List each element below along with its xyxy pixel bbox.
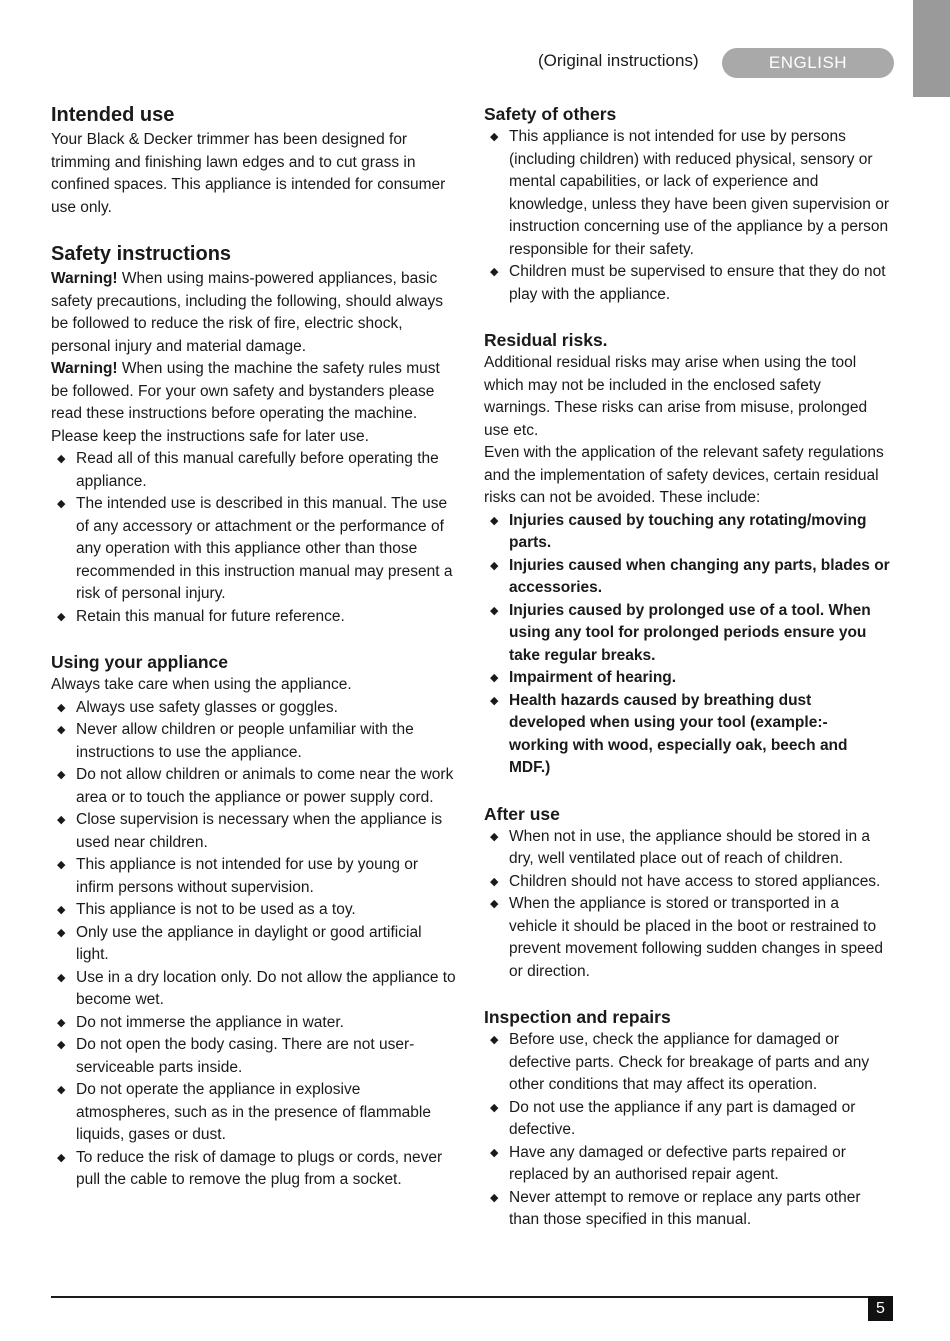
list-item xyxy=(484,510,890,555)
right-column xyxy=(484,102,890,1254)
list-item-text: The intended use is described in this manual. The use of any accessory or attachment or the performance of any operation with this appliance other than those recommended in this instruction manual may present a risk of personal injury. xyxy=(76,495,453,602)
list-item-text: When the appliance is stored or transported in a vehicle it should be placed in the boot or restrained to prevent movement following sudden changes in speed or direction. xyxy=(509,895,883,980)
list-item xyxy=(51,1147,457,1192)
list-item xyxy=(51,967,457,1012)
side-tab xyxy=(913,0,950,97)
list-item-text: Do not operate the appliance in explosive atmospheres, such as in the presence of flammable liquids, gases or dust. xyxy=(76,1081,431,1143)
section-title: Safety instructions xyxy=(51,243,232,265)
paragraph: Your Black & Decker trimmer has been designed for trimming and finishing lawn edges and to cut grass in confined spaces. This appliance is intended for consumer use only. xyxy=(51,131,446,216)
bullet-icon: ◆ xyxy=(490,1034,499,1046)
list-item-text: Close supervision is necessary when the appliance is used near children. xyxy=(76,811,443,851)
bullet-icon: ◆ xyxy=(490,875,499,888)
bullet-icon: ◆ xyxy=(57,610,66,623)
list-item-text: Do not immerse the appliance in water. xyxy=(76,1013,344,1031)
section-title: Using your appliance xyxy=(51,652,228,672)
section-using-your-appliance xyxy=(51,650,457,1192)
list-item xyxy=(484,667,890,690)
section-safety-instructions xyxy=(51,241,457,628)
bullet-list xyxy=(51,697,457,1192)
bullet-icon: ◆ xyxy=(57,724,66,736)
bullet-icon: ◆ xyxy=(57,926,66,939)
list-item xyxy=(51,764,457,809)
bullet-icon: ◆ xyxy=(57,814,66,826)
list-item-text: Always use safety glasses or goggles. xyxy=(76,698,338,716)
bullet-icon: ◆ xyxy=(57,769,66,781)
bullet-icon: ◆ xyxy=(57,498,66,510)
list-item-text: Do not use the appliance if any part is damaged or defective. xyxy=(509,1098,856,1138)
list-item-text: Retain this manual for future reference. xyxy=(76,607,345,625)
bullet-icon: ◆ xyxy=(490,672,499,684)
list-item-text: Do not open the body casing. There are not user-serviceable parts inside. xyxy=(76,1036,415,1076)
bullet-icon: ◆ xyxy=(490,1191,499,1204)
list-item xyxy=(51,719,457,764)
list-item xyxy=(51,448,457,493)
bullet-icon: ◆ xyxy=(57,1039,66,1051)
bullet-icon: ◆ xyxy=(490,830,499,843)
list-item-text: Injuries caused by prolonged use of a tool. When using any tool for prolonged periods ensure you take regular breaks. xyxy=(509,601,871,664)
list-item-text: Impairment of hearing. xyxy=(509,669,677,686)
list-item xyxy=(51,1012,457,1035)
list-item-text: When not in use, the appliance should be stored in a dry, well ventilated place out of reach of children. xyxy=(509,827,871,867)
section-title: Residual risks. xyxy=(484,330,608,350)
bullet-list xyxy=(484,510,890,780)
language-badge: ENGLISH xyxy=(722,48,894,78)
list-item xyxy=(484,261,890,306)
list-item xyxy=(51,493,457,606)
section-title: After use xyxy=(484,803,560,824)
list-item xyxy=(51,606,457,629)
bullet-icon: ◆ xyxy=(57,904,66,916)
bullet-list xyxy=(484,1029,890,1232)
section-title: Inspection and repairs xyxy=(484,1007,671,1027)
section-safety-of-others xyxy=(484,102,890,306)
list-item xyxy=(484,871,890,894)
bullet-icon: ◆ xyxy=(57,1016,66,1029)
warning-text: When using the machine the safety rules must be followed. For your own safety and bystanders please read these instructions before operating the machine. Please keep the instructions safe for later use. xyxy=(51,360,440,445)
bullet-list xyxy=(484,826,890,984)
bullet-icon: ◆ xyxy=(490,898,499,910)
list-item-text: Read all of this manual carefully before operating the appliance. xyxy=(76,450,439,490)
list-item-text: Only use the appliance in daylight or good artificial light. xyxy=(76,923,422,963)
list-item xyxy=(484,1097,890,1142)
list-item-text: Use in a dry location only. Do not allow the appliance to become wet. xyxy=(76,968,456,1008)
bullet-icon: ◆ xyxy=(57,859,66,871)
list-item xyxy=(51,922,457,967)
list-item xyxy=(51,697,457,720)
bullet-icon: ◆ xyxy=(490,1101,499,1114)
list-item-text: Injuries caused when changing any parts, blades or accessories. xyxy=(509,556,890,596)
bullet-list xyxy=(51,448,457,628)
page-number: 5 xyxy=(868,1296,893,1321)
list-item-text: Children must be supervised to ensure that they do not play with the appliance. xyxy=(509,263,886,303)
paragraph: Additional residual risks may arise when using the tool which may not be included in the enclosed safety warnings. These risks can arise from misuse, prolonged use etc. xyxy=(484,354,868,439)
bullet-icon: ◆ xyxy=(490,514,499,527)
paragraph xyxy=(51,268,457,358)
list-item xyxy=(51,854,457,899)
list-item xyxy=(484,826,890,871)
section-intended-use xyxy=(51,102,457,219)
left-column xyxy=(51,102,457,1214)
list-item xyxy=(484,690,890,780)
list-item xyxy=(484,1142,890,1187)
bullet-icon: ◆ xyxy=(57,1151,66,1164)
list-item-text: Have any damaged or defective parts repaired or replaced by an authorised repair agent. xyxy=(509,1143,846,1183)
list-item xyxy=(51,1079,457,1147)
bullet-icon: ◆ xyxy=(57,971,66,984)
list-item xyxy=(484,893,890,983)
bullet-icon: ◆ xyxy=(57,1084,66,1096)
section-title: Intended use xyxy=(51,104,175,126)
list-item-text: Children should not have access to stored appliances. xyxy=(509,872,881,890)
section-residual-risks xyxy=(484,328,890,780)
list-item xyxy=(484,1187,890,1232)
section-inspection-and-repairs xyxy=(484,1005,890,1232)
list-item xyxy=(51,809,457,854)
list-item xyxy=(484,1029,890,1097)
paragraph xyxy=(51,358,457,448)
list-item-text: Injuries caused by touching any rotating/moving parts. xyxy=(509,511,867,551)
original-instructions-label: (Original instructions) xyxy=(538,51,699,70)
list-item-text: This appliance is not intended for use by young or infirm persons without supervision. xyxy=(76,856,419,896)
list-item-text: Never attempt to remove or replace any parts other than those specified in this manual. xyxy=(509,1188,861,1228)
bullet-icon: ◆ xyxy=(490,1146,499,1159)
list-item xyxy=(484,126,890,261)
list-item-text: To reduce the risk of damage to plugs or cords, never pull the cable to remove the plug from a socket. xyxy=(76,1148,443,1188)
list-item xyxy=(484,555,890,600)
list-item xyxy=(51,1034,457,1079)
warning-label: Warning! xyxy=(51,360,118,377)
paragraph: Always take care when using the appliance. xyxy=(51,676,352,693)
paragraph: Even with the application of the relevant safety regulations and the implementation of safety devices, certain residual risks can not be avoided. These include: xyxy=(484,444,884,506)
footer-rule xyxy=(51,1296,893,1298)
list-item-text: Do not allow children or animals to come near the work area or to touch the appliance or power supply cord. xyxy=(76,766,454,806)
list-item-text: This appliance is not intended for use by persons (including children) with reduced physical, sensory or mental capabilities, or lack of experience and knowledge, unless they have been given supervision or instruction concerning use of the appliance by a person responsible for their safety. xyxy=(509,128,889,258)
section-after-use xyxy=(484,802,890,984)
bullet-icon: ◆ xyxy=(490,559,499,572)
list-item-text: Never allow children or people unfamiliar with the instructions to use the appliance. xyxy=(76,721,414,761)
bullet-icon: ◆ xyxy=(57,453,66,465)
bullet-icon: ◆ xyxy=(490,694,499,707)
list-item-text: Before use, check the appliance for damaged or defective parts. Check for breakage of parts and any other conditions that may affect its operation. xyxy=(509,1031,870,1093)
list-item xyxy=(51,899,457,922)
section-title: Safety of others xyxy=(484,104,617,124)
warning-text: When using mains-powered appliances, basic safety precautions, including the following, should always be followed to reduce the risk of fire, electric shock, personal injury and material damage. xyxy=(51,270,444,355)
list-item-text: This appliance is not to be used as a toy. xyxy=(76,901,356,918)
list-item xyxy=(484,600,890,668)
warning-label: Warning! xyxy=(51,270,118,287)
bullet-list xyxy=(484,126,890,306)
bullet-icon: ◆ xyxy=(490,266,499,278)
list-item-text: Health hazards caused by breathing dust developed when using your tool (example:- working with wood, especially oak, beech and MDF.) xyxy=(509,691,848,776)
bullet-icon: ◆ xyxy=(490,131,499,143)
bullet-icon: ◆ xyxy=(490,604,499,617)
bullet-icon: ◆ xyxy=(57,701,66,714)
